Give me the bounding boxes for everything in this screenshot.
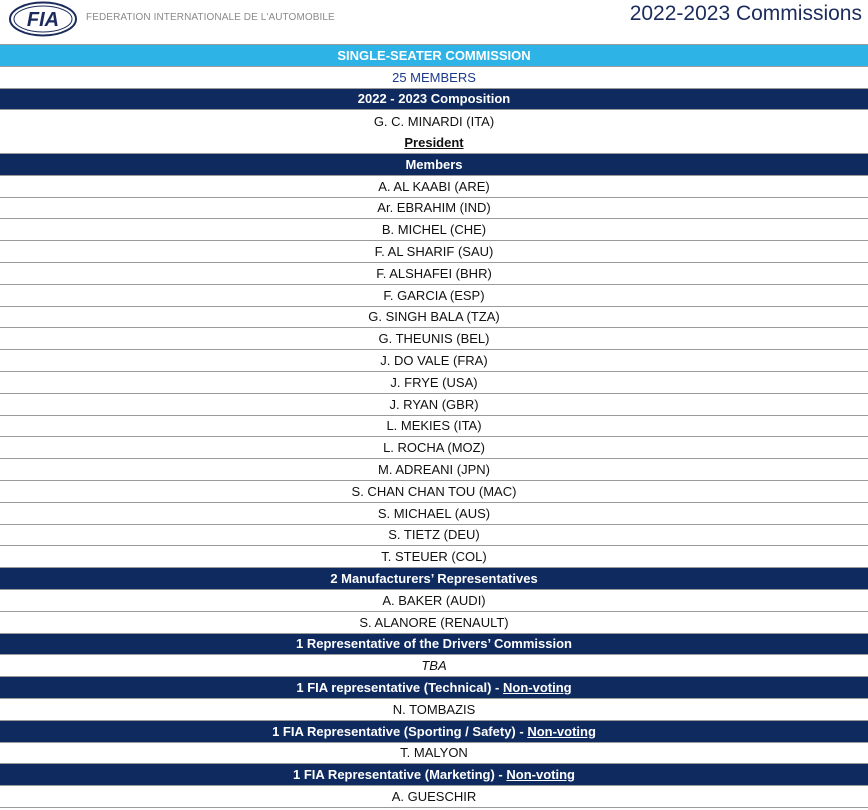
member-name: G. THEUNIS (BEL): [378, 331, 490, 347]
manufacturer-row: [0, 590, 868, 612]
manufacturers-heading-row: [0, 568, 868, 590]
member-row: [0, 350, 868, 372]
member-name: T. STEUER (COL): [381, 549, 487, 565]
member-row: [0, 525, 868, 547]
page-header: [0, 0, 868, 44]
member-name: S. CHAN CHAN TOU (MAC): [351, 483, 517, 499]
member-name: J. DO VALE (FRA): [380, 353, 488, 369]
marketing-heading-row: [0, 764, 868, 786]
sporting-heading: 1 FIA Representative (Sporting / Safety) -: [272, 723, 524, 739]
member-row: [0, 459, 868, 481]
member-name: L. ROCHA (MOZ): [383, 440, 485, 456]
member-name: F. ALSHAFEI (BHR): [376, 265, 492, 281]
members-heading: Members: [405, 156, 463, 172]
member-row: [0, 437, 868, 459]
member-name: F. AL SHARIF (SAU): [374, 244, 494, 260]
marketing-heading: 1 FIA Representative (Marketing) -: [293, 767, 503, 783]
technical-rep: N. TOMBAZIS: [392, 701, 476, 717]
fia-logo: [8, 1, 78, 37]
member-name: B. MICHEL (CHE): [381, 222, 487, 238]
drivers-heading-row: [0, 634, 868, 656]
manufacturer-row: [0, 612, 868, 634]
manufacturer-name: S. ALANORE (RENAULT): [359, 614, 509, 630]
member-row: [0, 546, 868, 568]
member-row: [0, 176, 868, 198]
member-name: A. AL KAABI (ARE): [378, 178, 490, 194]
members-count-row: [0, 67, 868, 89]
technical-rep-row: [0, 699, 868, 721]
member-row: [0, 372, 868, 394]
member-row: [0, 198, 868, 220]
drivers-rep-row: [0, 655, 868, 677]
org-name: FEDERATION INTERNATIONALE DE L'AUTOMOBILE: [86, 12, 335, 23]
member-row: [0, 328, 868, 350]
member-name: S. TIETZ (DEU): [388, 527, 480, 543]
page-title: 2022-2023 Commissions: [629, 2, 862, 25]
member-row: [0, 285, 868, 307]
member-name: J. FRYE (USA): [390, 374, 478, 390]
marketing-rep: A. GUESCHIR: [391, 788, 477, 804]
commission-name-row: [0, 45, 868, 67]
manufacturers-heading: 2 Manufacturers’ Representatives: [330, 571, 538, 587]
members-count: 25 MEMBERS: [392, 69, 476, 85]
manufacturer-name: A. BAKER (AUDI): [382, 592, 486, 608]
fia-logo-text: FIA: [26, 9, 60, 31]
sporting-non-voting: Non-voting: [527, 723, 596, 739]
commission-name: SINGLE-SEATER COMMISSION: [337, 47, 531, 63]
drivers-rep: TBA: [421, 658, 447, 674]
member-row: [0, 416, 868, 438]
member-name: F. GARCIA (ESP): [383, 287, 485, 303]
members-heading-row: [0, 154, 868, 176]
member-name: Ar. EBRAHIM (IND): [377, 200, 491, 216]
member-row: [0, 241, 868, 263]
member-name: S. MICHAEL (AUS): [377, 505, 491, 521]
president-name: G. C. MINARDI (ITA): [373, 113, 495, 129]
technical-heading: 1 FIA representative (Technical) -: [296, 680, 500, 695]
member-row: [0, 481, 868, 503]
member-name: M. ADREANI (JPN): [378, 462, 490, 478]
member-name: G. SINGH BALA (TZA): [368, 309, 500, 325]
member-row: [0, 503, 868, 525]
member-name: L. MEKIES (ITA): [386, 418, 482, 434]
composition-heading-row: [0, 89, 868, 111]
commission-table: [0, 44, 868, 810]
member-name: J. RYAN (GBR): [389, 396, 479, 412]
technical-heading-row: [0, 677, 868, 699]
sporting-rep-row: [0, 743, 868, 765]
sporting-heading-row: [0, 721, 868, 743]
drivers-heading: 1 Representative of the Drivers’ Commission: [296, 636, 572, 652]
sporting-rep: T. MALYON: [400, 745, 468, 761]
marketing-non-voting: Non-voting: [506, 767, 575, 783]
member-row: [0, 263, 868, 285]
president-name-row: [0, 110, 868, 132]
composition-heading: 2022 - 2023 Composition: [357, 91, 511, 107]
marketing-rep-row: [0, 786, 868, 808]
member-row: [0, 394, 868, 416]
technical-non-voting: Non-voting: [503, 680, 572, 695]
member-row: [0, 307, 868, 329]
president-label-row: [0, 132, 868, 154]
president-label: President: [404, 135, 464, 151]
member-row: [0, 219, 868, 241]
